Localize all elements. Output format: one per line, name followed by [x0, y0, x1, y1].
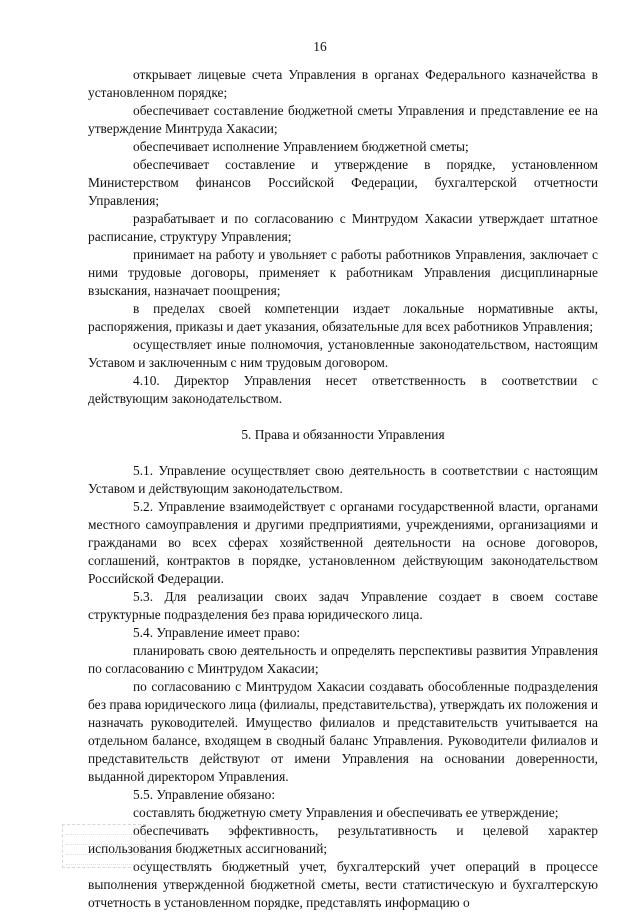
- paragraph: разрабатывает и по согласованию с Минтрудом Хакасии утверждает штатное расписание, структуру Управления;: [88, 211, 598, 244]
- paragraph: составлять бюджетную смету Управления и обеспечивать ее утверждение;: [133, 805, 559, 820]
- paragraph: по согласованию с Минтрудом Хакасии создавать обособленные подразделения без права юридического лица (филиалы, представительства), утверждать их положения и назначать руководителей. Имущество филиалов и представительств учитывается на отдельном балансе, входящем в сводный баланс Управления. Руководители филиалов и представительств действуют от имени Управления на основании доверенности, выданной директором Управления.: [88, 679, 598, 784]
- paragraph: обеспечивает составление бюджетной сметы Управления и представление ее на утверждение Минтруда Хакасии;: [88, 103, 598, 136]
- section-heading: 5. Права и обязанности Управления: [241, 427, 445, 442]
- paragraph: 4.10. Директор Управления несет ответственность в соответствии с действующим законодательством.: [88, 373, 598, 406]
- paragraph: обеспечивать эффективность, результативность и целевой характер использования бюджетных ассигнований;: [88, 823, 598, 856]
- paragraph: осуществляет иные полномочия, установленные законодательством, настоящим Уставом и заключенным с ним трудовым договором.: [88, 337, 598, 370]
- paragraph: в пределах своей компетенции издает локальные нормативные акты, распоряжения, приказы и дает указания, обязательные для всех работников Управления;: [88, 301, 598, 334]
- paragraph: 5.4. Управление имеет право:: [133, 625, 301, 640]
- faded-stamp: [62, 824, 146, 868]
- paragraph: принимает на работу и увольняет с работы работников Управления, заключает с ними трудовые договоры, применяет к работникам Управления дисциплинарные взыскания, назначает поощрения;: [88, 247, 598, 298]
- paragraph: открывает лицевые счета Управления в органах Федерального казначейства в установленном порядке;: [88, 67, 598, 100]
- paragraph: 5.5. Управление обязано:: [133, 787, 276, 802]
- paragraph: 5.1. Управление осуществляет свою деятельность в соответствии с настоящим Уставом и действующим законодательством.: [88, 463, 598, 496]
- paragraph: 5.2. Управление взаимодействует с органами государственной власти, органами местного самоуправления и другими предприятиями, учреждениями, организациями и гражданами во всех сферах хозяйственной деятельности на основе договоров, соглашений, контрактов в порядке, установленном действующим законодательством Российской Федерации.: [88, 499, 598, 586]
- paragraph: обеспечивает исполнение Управлением бюджетной сметы;: [133, 139, 469, 154]
- page-number: 16: [313, 39, 327, 54]
- document-body: [88, 66, 598, 912]
- paragraph: планировать свою деятельность и определять перспективы развития Управления по согласованию с Минтрудом Хакасии;: [88, 643, 598, 676]
- paragraph: 5.3. Для реализации своих задач Управление создает в своем составе структурные подразделения без права юридического лица.: [88, 589, 598, 622]
- paragraph: обеспечивает составление и утверждение в порядке, установленном Министерством финансов Российской Федерации, бухгалтерской отчетности Управления;: [88, 157, 598, 208]
- paragraph: осуществлять бюджетный учет, бухгалтерский учет операций в процессе выполнения утвержденной бюджетной сметы, вести статистическую и бухгалтерскую отчетность в установленном порядке, представлять информацию о: [88, 859, 598, 910]
